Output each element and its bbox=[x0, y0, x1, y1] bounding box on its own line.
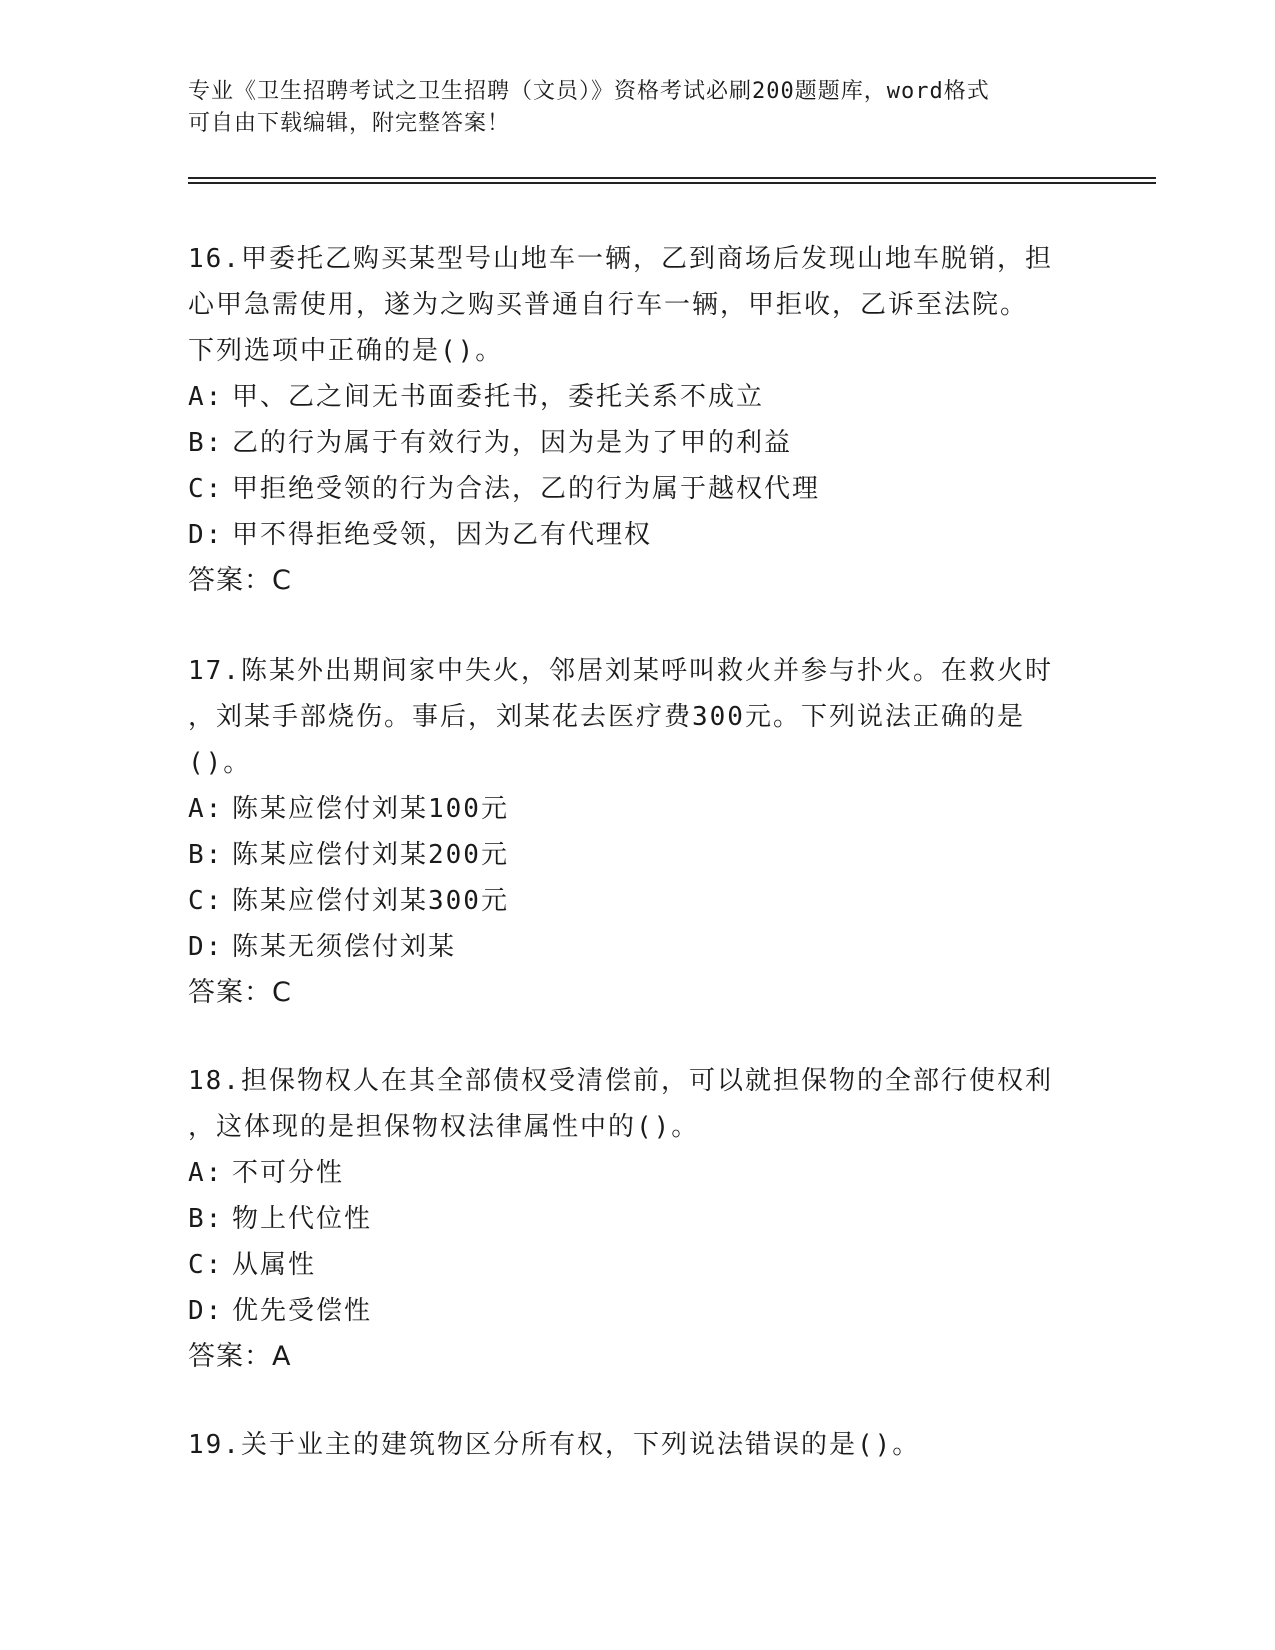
option-text: 优先受偿性 bbox=[232, 1296, 373, 1326]
option-letter: D: bbox=[188, 1296, 224, 1326]
stem-line: 下列选项中正确的是()。 bbox=[188, 336, 504, 366]
option-letter: C: bbox=[188, 886, 224, 916]
option-text: 物上代位性 bbox=[232, 1204, 373, 1234]
question-16 bbox=[188, 236, 1088, 604]
option-d bbox=[188, 924, 1088, 970]
option-text: 陈某应偿付刘某300元 bbox=[232, 886, 509, 916]
option-a bbox=[188, 374, 1088, 420]
option-text: 从属性 bbox=[232, 1250, 317, 1280]
option-text: 陈某应偿付刘某100元 bbox=[232, 794, 509, 824]
header-line-1: 专业《卫生招聘考试之卫生招聘（文员）》资格考试必刷200题题库，word格式 bbox=[188, 79, 990, 104]
answer: 答案：C bbox=[188, 565, 292, 596]
option-b bbox=[188, 1196, 1088, 1242]
stem-line: 16.甲委托乙购买某型号山地车一辆，乙到商场后发现山地车脱销，担 bbox=[188, 244, 1053, 274]
document-header bbox=[188, 76, 1088, 140]
option-letter: B: bbox=[188, 840, 224, 870]
stem-line: ()。 bbox=[188, 748, 252, 778]
stem-line: 17.陈某外出期间家中失火，邻居刘某呼叫救火并参与扑火。在救火时 bbox=[188, 656, 1053, 686]
option-text: 陈某应偿付刘某200元 bbox=[232, 840, 509, 870]
option-c bbox=[188, 878, 1088, 924]
option-a bbox=[188, 786, 1088, 832]
option-text: 甲拒绝受领的行为合法，乙的行为属于越权代理 bbox=[232, 474, 821, 504]
stem-line: 19.关于业主的建筑物区分所有权，下列说法错误的是()。 bbox=[188, 1430, 921, 1460]
option-letter: A: bbox=[188, 1158, 224, 1188]
option-c bbox=[188, 466, 1088, 512]
option-letter: A: bbox=[188, 794, 224, 824]
answer: 答案：A bbox=[188, 1341, 292, 1372]
stem-line: ，刘某手部烧伤。事后，刘某花去医疗费300元。下列说法正确的是 bbox=[188, 702, 1025, 732]
question-stem bbox=[188, 648, 1088, 786]
question-17 bbox=[188, 648, 1088, 1016]
option-letter: B: bbox=[188, 428, 224, 458]
header-divider-bottom bbox=[188, 182, 1156, 184]
option-b bbox=[188, 832, 1088, 878]
option-letter: A: bbox=[188, 382, 224, 412]
question-stem bbox=[188, 1422, 1088, 1468]
option-text: 陈某无须偿付刘某 bbox=[232, 932, 457, 962]
option-text: 甲、乙之间无书面委托书，委托关系不成立 bbox=[232, 382, 765, 412]
option-d bbox=[188, 512, 1088, 558]
option-text: 甲不得拒绝受领，因为乙有代理权 bbox=[232, 520, 653, 550]
option-letter: C: bbox=[188, 474, 224, 504]
stem-line: 心甲急需使用，遂为之购买普通自行车一辆，甲拒收，乙诉至法院。 bbox=[188, 290, 1029, 320]
header-divider-top bbox=[188, 177, 1156, 179]
option-letter: C: bbox=[188, 1250, 224, 1280]
option-letter: B: bbox=[188, 1204, 224, 1234]
option-d bbox=[188, 1288, 1088, 1334]
question-stem bbox=[188, 236, 1088, 374]
stem-line: 18.担保物权人在其全部债权受清偿前，可以就担保物的全部行使权利 bbox=[188, 1066, 1053, 1096]
stem-line: ，这体现的是担保物权法律属性中的()。 bbox=[188, 1112, 700, 1142]
option-c bbox=[188, 1242, 1088, 1288]
option-text: 乙的行为属于有效行为，因为是为了甲的利益 bbox=[232, 428, 793, 458]
header-line-2: 可自由下载编辑，附完整答案！ bbox=[188, 111, 511, 136]
option-text: 不可分性 bbox=[232, 1158, 345, 1188]
question-18 bbox=[188, 1058, 1088, 1380]
option-b bbox=[188, 420, 1088, 466]
question-19 bbox=[188, 1422, 1088, 1468]
answer: 答案：C bbox=[188, 977, 292, 1008]
option-letter: D: bbox=[188, 932, 224, 962]
option-letter: D: bbox=[188, 520, 224, 550]
option-a bbox=[188, 1150, 1088, 1196]
question-stem bbox=[188, 1058, 1088, 1150]
